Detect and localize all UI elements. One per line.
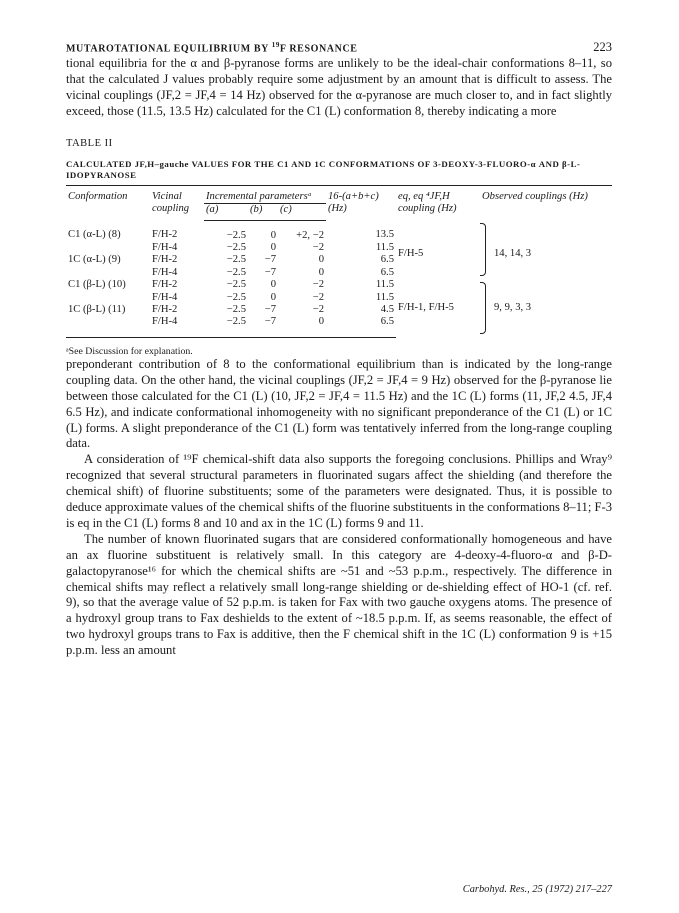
cell-conformation: 1C (β-L) (11) (68, 304, 126, 316)
body-paragraph-3: The number of known fluorinated sugars that are considered conformationally homogeneous and have an ax fluorine substituent is relatively small. In this category are 4-deoxy-4-fluoro-α and β-D-galactopyranose¹⁶ for which the chemical shifts are ~51 and ~53 p.p.m., respectively. The difference in chemical shifts may reflect a relatively small long-range shielding or de-shielding effect of HO-1 (cf. ref. 9), so that the average value of 52 p.p.m. is taken for Fax with two gauche oxygens atoms. The presence of a hydroxyl group trans to Fax deshields to the extent of ~18.5 p.p.m. If, as seems reasonable, the effect of two hydroxyl groups trans to Fax is additive, then the F chemical shift in the 1C (L) conformation 9 is +15 p.p.m. less an amount (66, 531, 612, 658)
cell-c: −2 (312, 279, 324, 291)
cell-sum: 11.5 (375, 242, 394, 254)
data-table (66, 185, 612, 338)
cell-a: −2.5 (226, 279, 246, 291)
header-incremental: Incremental parametersᵃ (204, 185, 326, 203)
observed-group-1: 14, 14, 3 (480, 220, 612, 279)
cell-vicinal: F/H-2 (152, 229, 178, 241)
running-title: MUTAROTATIONAL EQUILIBRIUM BY $^{19}$F RESONANCE (66, 40, 358, 54)
cell-c: +2, −2 (296, 229, 324, 241)
cell-b: 0 (270, 291, 276, 303)
cell-a: −2.5 (226, 254, 246, 266)
body-paragraph-1: preponderant contribution of 8 to the conformational equilibrium than is indicated by the long-range coupling data. On the other hand, the vicinal couplings (JF,2 = JF,4 = 9 Hz) observed for the β-pyranose lie between those calculated for the C1 (L) (10, JF,2 = JF,4 = 11.5 Hz) and the 1C (L) forms (11, JF,2 4.5, JF,4 6.5 Hz), and indicate conformational inhomogeneity with no significant preponderance of the C1 (L) or 1C (L) forms. A slight preponderance of the C1 (L) form was tentatively inferred from the long-range coupling data. (66, 356, 612, 451)
cell-sum: 6.5 (326, 316, 396, 337)
cell-conformation: C1 (β-L) (10) (68, 279, 126, 291)
cell-b: −7 (264, 254, 276, 266)
running-head (66, 40, 612, 56)
cell-sum: 6.5 (380, 266, 394, 278)
page (66, 40, 612, 659)
cell-b: −7 (264, 266, 276, 278)
brace-icon (480, 282, 486, 334)
cell-b: 0 (270, 242, 276, 254)
cell-sum: 6.5 (380, 254, 394, 266)
cell-b: 0 (270, 279, 276, 291)
cell-a: −2.5 (226, 266, 246, 278)
cell-c: 0 (318, 254, 324, 266)
header-b: (b) (248, 203, 278, 220)
cell-conformation (66, 292, 150, 304)
body-paragraph-2: A consideration of ¹⁹F chemical-shift data also supports the foregoing conclusions. Phillips and Wray⁹ recognized that several structural parameters in fluorinated sugars affect the shielding (and therefore the chemical shift) of fluorine substituents; some of the parameters were designated. Thus, it is possible to deduce approximate values of the chemical shifts of the fluorine substituents in the conformations 8–11; F-3 is eq in the C1 (L) forms 8 and 10 and ax in the 1C (L) forms 9 and 11. (66, 452, 612, 530)
cell-conformation (66, 242, 150, 254)
header-c: (c) (278, 203, 326, 220)
cell-conformation: C1 (α-L) (8) (68, 229, 121, 241)
cell-sum: 4.5 (380, 304, 394, 316)
journal-citation: Carbohyd. Res., 25 (1972) 217–227 (462, 884, 612, 895)
table-footnote: ᵃSee Discussion for explanation. (66, 345, 193, 357)
cell-a: −2.5 (226, 304, 246, 316)
cell-sum: 13.5 (375, 229, 394, 241)
header-a: (a) (204, 203, 248, 220)
header-vicinal: Vicinal coupling (150, 185, 204, 220)
eq-group-2: F/H-1, F/H-5 (398, 302, 454, 314)
intro-paragraph: tional equilibria for the α and β-pyranose forms are unlikely to be the ideal-chair conformations 8–11, so that the calculated J values probably require some adjustment by an amount that is difficult to assess. The vicinal couplings (JF,2 = JF,4 = 14 Hz) observed for the α-pyranose are much closer to, and in fact slightly exceed, those (11.5, 13.5 Hz) calculated for the C1 (L) conformation 8, thereby indicating a more (66, 56, 612, 118)
table-label: TABLE II (66, 137, 113, 149)
eq-group-1: F/H-5 (398, 247, 424, 259)
cell-a: −2.5 (226, 291, 246, 303)
cell-vicinal: F/H-2 (152, 304, 178, 316)
cell-b: −7 (248, 316, 278, 337)
cell-conformation (66, 316, 150, 337)
cell-vicinal: F/H-4 (152, 242, 178, 254)
observed-group-2: 9, 9, 3, 3 (480, 279, 612, 337)
cell-a: −2.5 (226, 242, 246, 254)
cell-c: −2 (312, 291, 324, 303)
cell-sum: 11.5 (375, 291, 394, 303)
cell-c: 0 (318, 266, 324, 278)
header-observed: Observed couplings (Hz) (480, 185, 612, 220)
cell-conformation (66, 267, 150, 279)
cell-vicinal: F/H-4 (152, 266, 178, 278)
table-row (66, 279, 612, 291)
table-caption: CALCULATED JF,H–gauche VALUES FOR THE C1 AND 1C CONFORMATIONS OF 3-DEOXY-3-FLUORO-α AND β-L-IDOPYRANOSE (66, 158, 581, 181)
header-sum: 16-(a+b+c) (Hz) (326, 185, 396, 220)
cell-a: −2.5 (226, 229, 246, 241)
cell-vicinal: F/H-2 (152, 254, 178, 266)
cell-c: 0 (278, 316, 326, 337)
cell-conformation: 1C (α-L) (9) (68, 254, 121, 266)
cell-vicinal: F/H-4 (150, 316, 204, 337)
cell-sum: 11.5 (375, 279, 394, 291)
cell-c: −2 (312, 304, 324, 316)
header-eq: eq, eq ⁴JF,H coupling (Hz) (396, 185, 480, 220)
page-number: 223 (593, 40, 612, 54)
cell-b: −7 (264, 304, 276, 316)
table-row (66, 220, 612, 242)
cell-vicinal: F/H-2 (152, 279, 178, 291)
cell-a: −2.5 (204, 316, 248, 337)
cell-b: 0 (270, 229, 276, 241)
cell-c: −2 (312, 242, 324, 254)
brace-icon (480, 223, 486, 276)
cell-vicinal: F/H-4 (152, 291, 178, 303)
header-conformation: Conformation (66, 185, 150, 220)
